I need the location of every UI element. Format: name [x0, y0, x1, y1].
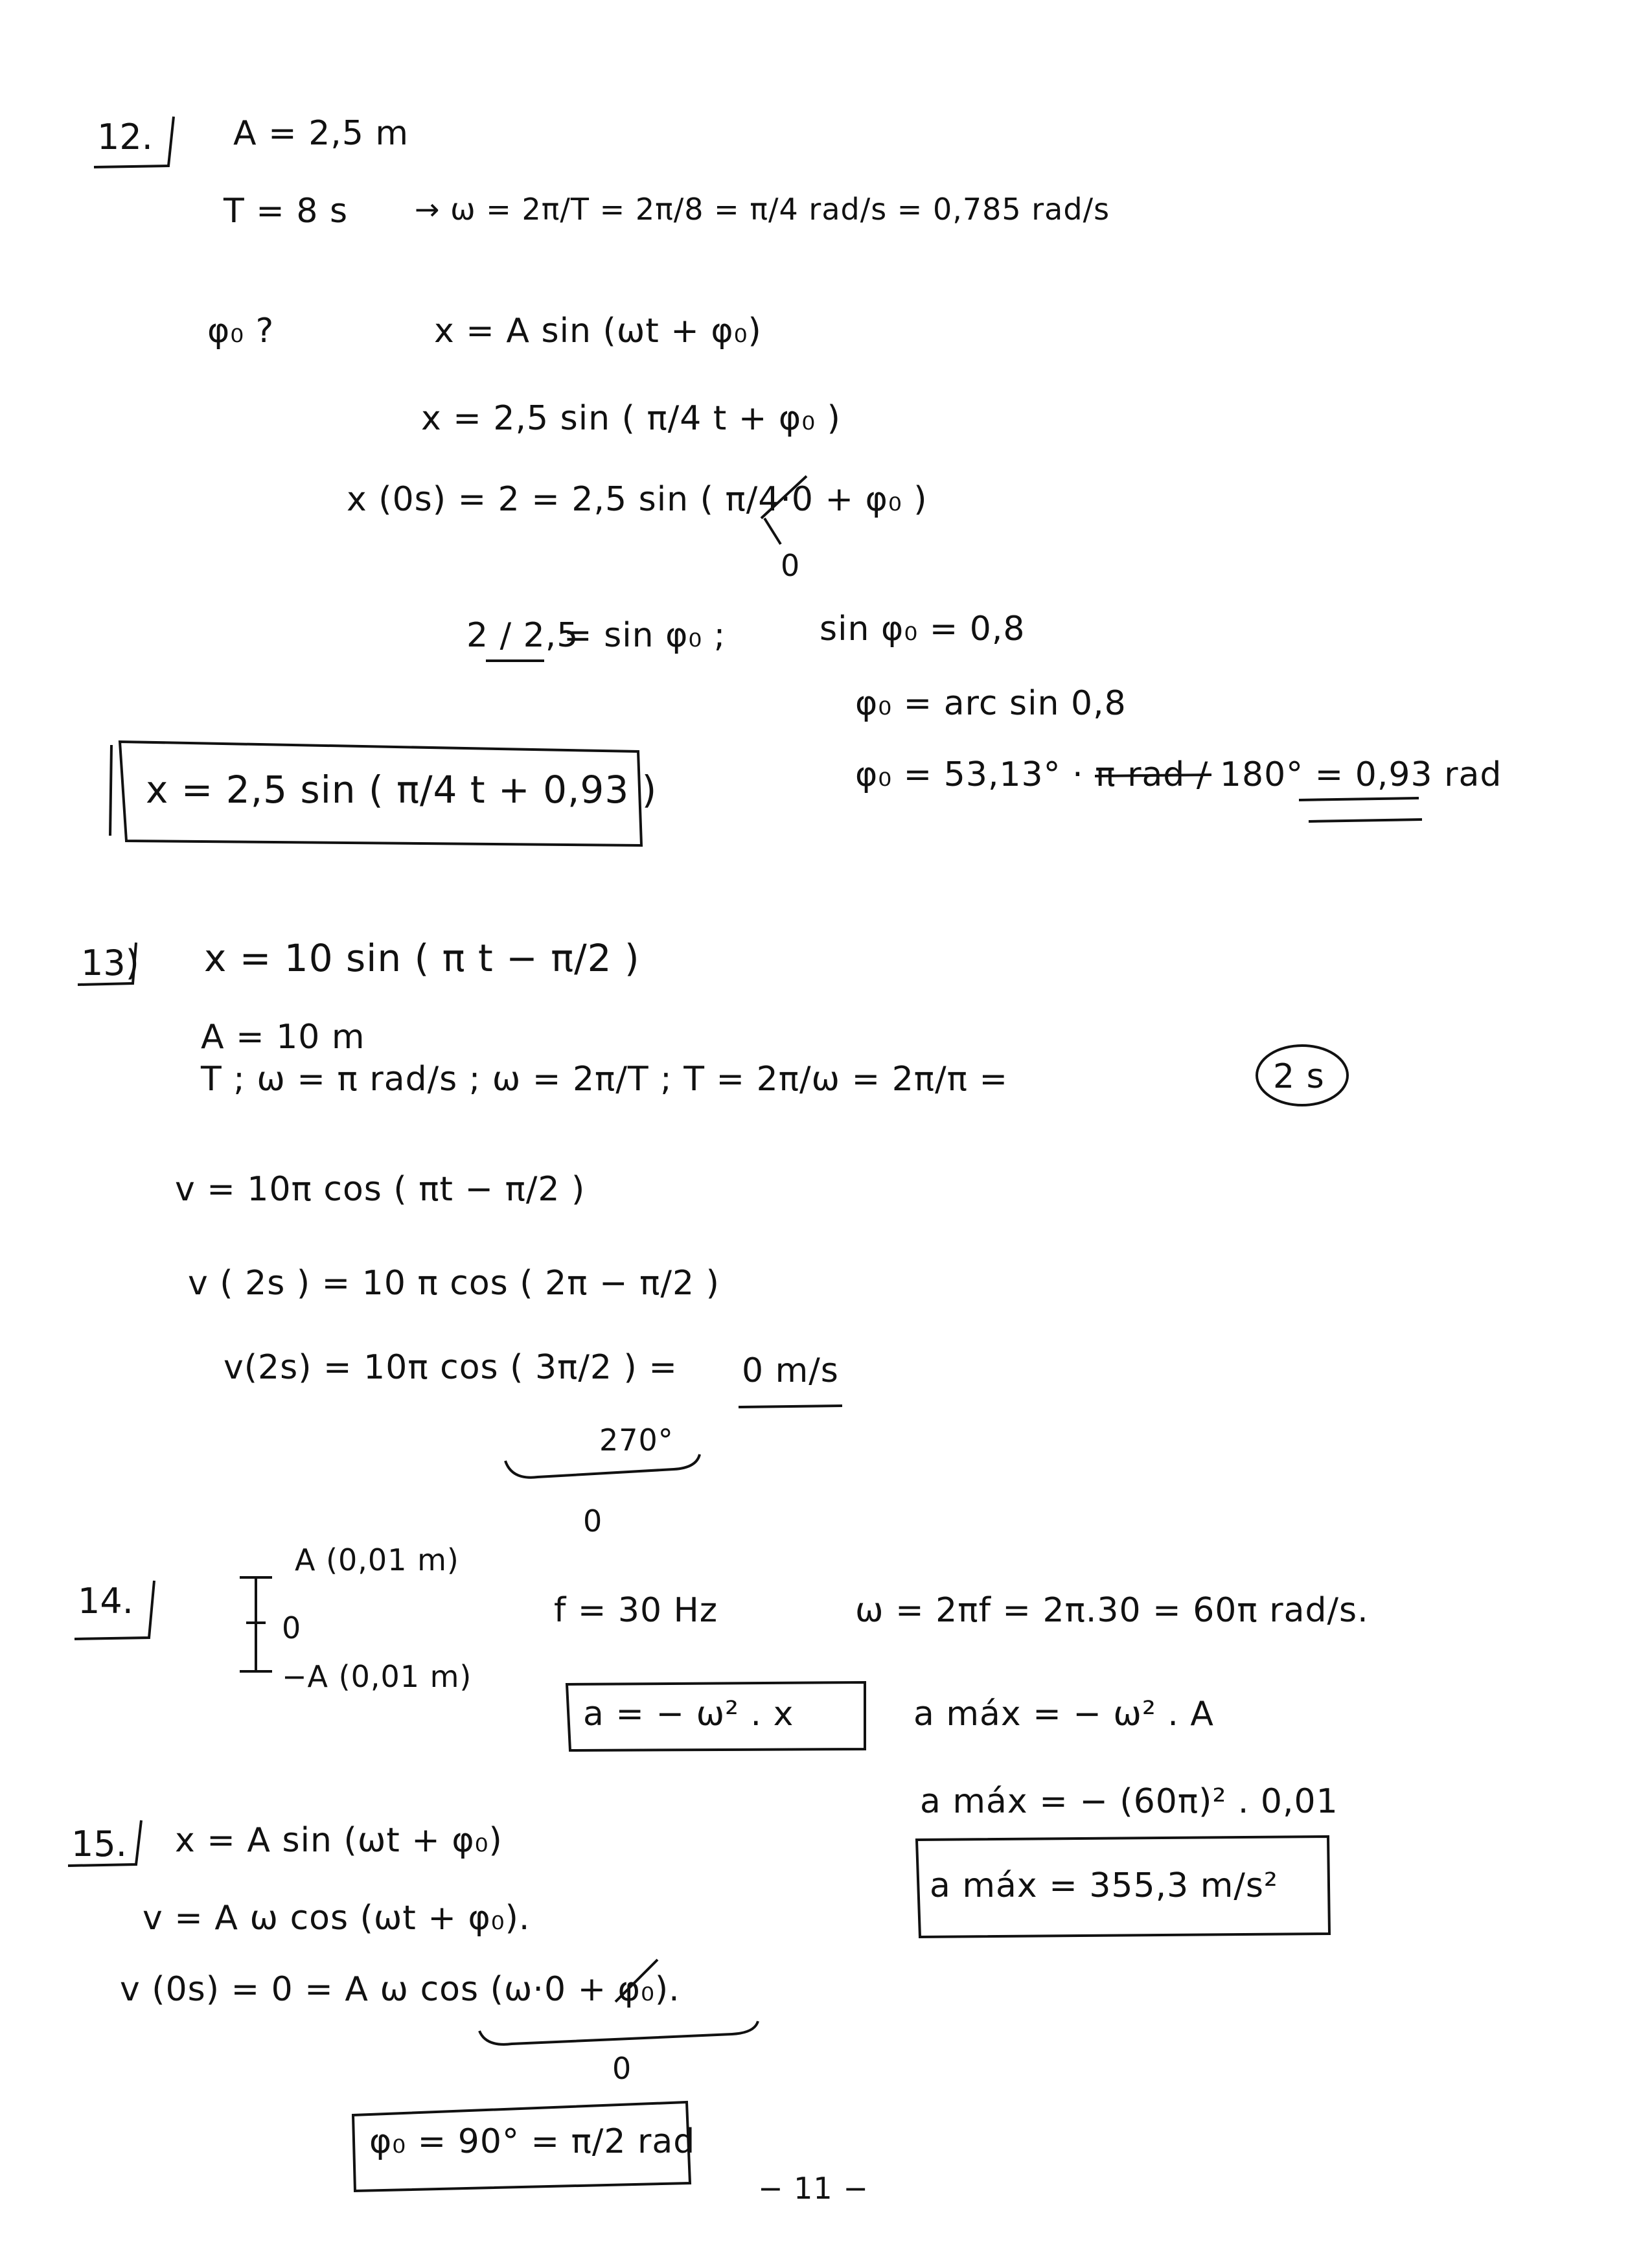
problem-12-number: 12.	[97, 117, 153, 157]
p14-omega: ω = 2πf = 2π.30 = 60π rad/s.	[855, 1591, 1369, 1630]
p12-eq4-lhs: 2 / 2,5	[466, 616, 579, 655]
p12-eq2: x = 2,5 sin ( π/4 t + φ₀ )	[421, 399, 841, 438]
p13-eq3: v = 10π cos ( πt − π/2 )	[175, 1170, 586, 1209]
problem-14-number: 14.	[78, 1581, 133, 1621]
p13-zero-mark: 0	[583, 1504, 603, 1539]
p12-eq7: φ₀ = 53,13° · π rad / 180° = 0,93 rad	[855, 755, 1502, 794]
p12-zero-mark: 0	[781, 548, 801, 583]
p13-eq1: x = 10 sin ( π t − π/2 )	[204, 936, 640, 980]
p14-mid-label: 0	[282, 1610, 302, 1645]
p12-amplitude: A = 2,5 m	[233, 114, 409, 153]
p13-period-result: 2 s	[1273, 1057, 1325, 1096]
p12-eq6: φ₀ = arc sin 0,8	[855, 684, 1127, 723]
page-number: − 11 −	[758, 2171, 869, 2206]
p14-top-label: A (0,01 m)	[295, 1542, 459, 1577]
p13-eq4: v ( 2s ) = 10 π cos ( 2π − π/2 )	[188, 1264, 720, 1303]
p15-result: φ₀ = 90° = π/2 rad	[369, 2122, 696, 2161]
p14-amax1: a máx = − ω² . A	[913, 1695, 1214, 1734]
p12-omega: → ω = 2π/T = 2π/8 = π/4 rad/s = 0,785 rad/s	[415, 192, 1110, 227]
problem-15-number: 15.	[71, 1824, 127, 1864]
p12-eq1: x = A sin (ωt + φ₀)	[434, 312, 762, 350]
p14-amax2: a máx = − (60π)² . 0,01	[920, 1782, 1338, 1821]
p12-eq4-rhs: = sin φ₀ ;	[564, 616, 726, 655]
p15-eq1: x = A sin (ωt + φ₀)	[175, 1821, 503, 1860]
p12-eq3: x (0s) = 2 = 2,5 sin ( π/4·0 + φ₀ )	[347, 480, 928, 519]
p15-eq2: v = A ω cos (ωt + φ₀).	[143, 1899, 531, 1938]
problem-13-number: 13)	[81, 943, 139, 983]
p12-eq5: sin φ₀ = 0,8	[820, 610, 1026, 648]
p12-phase-question: φ₀ ?	[207, 312, 275, 350]
p12-period: T = 8 s	[224, 192, 349, 231]
p12-result: x = 2,5 sin ( π/4 t + 0,93 )	[146, 768, 658, 812]
p14-amax-result: a máx = 355,3 m/s²	[930, 1866, 1278, 1905]
p15-eq3: v (0s) = 0 = A ω cos (ω·0 + φ₀).	[120, 1970, 680, 2009]
p13-amplitude: A = 10 m	[201, 1018, 365, 1057]
p15-zero-mark: 0	[612, 2051, 632, 2086]
p13-angle: 270°	[599, 1423, 674, 1458]
p14-accel-formula: a = − ω² . x	[583, 1695, 794, 1734]
p13-velocity-result: 0 m/s	[742, 1351, 839, 1390]
p14-frequency: f = 30 Hz	[554, 1591, 718, 1630]
p13-eq2: T ; ω = π rad/s ; ω = 2π/T ; T = 2π/ω = 2π/π =	[201, 1060, 1009, 1099]
p14-bottom-label: −A (0,01 m)	[282, 1659, 472, 1694]
p13-eq5: v(2s) = 10π cos ( 3π/2 ) =	[224, 1348, 678, 1387]
